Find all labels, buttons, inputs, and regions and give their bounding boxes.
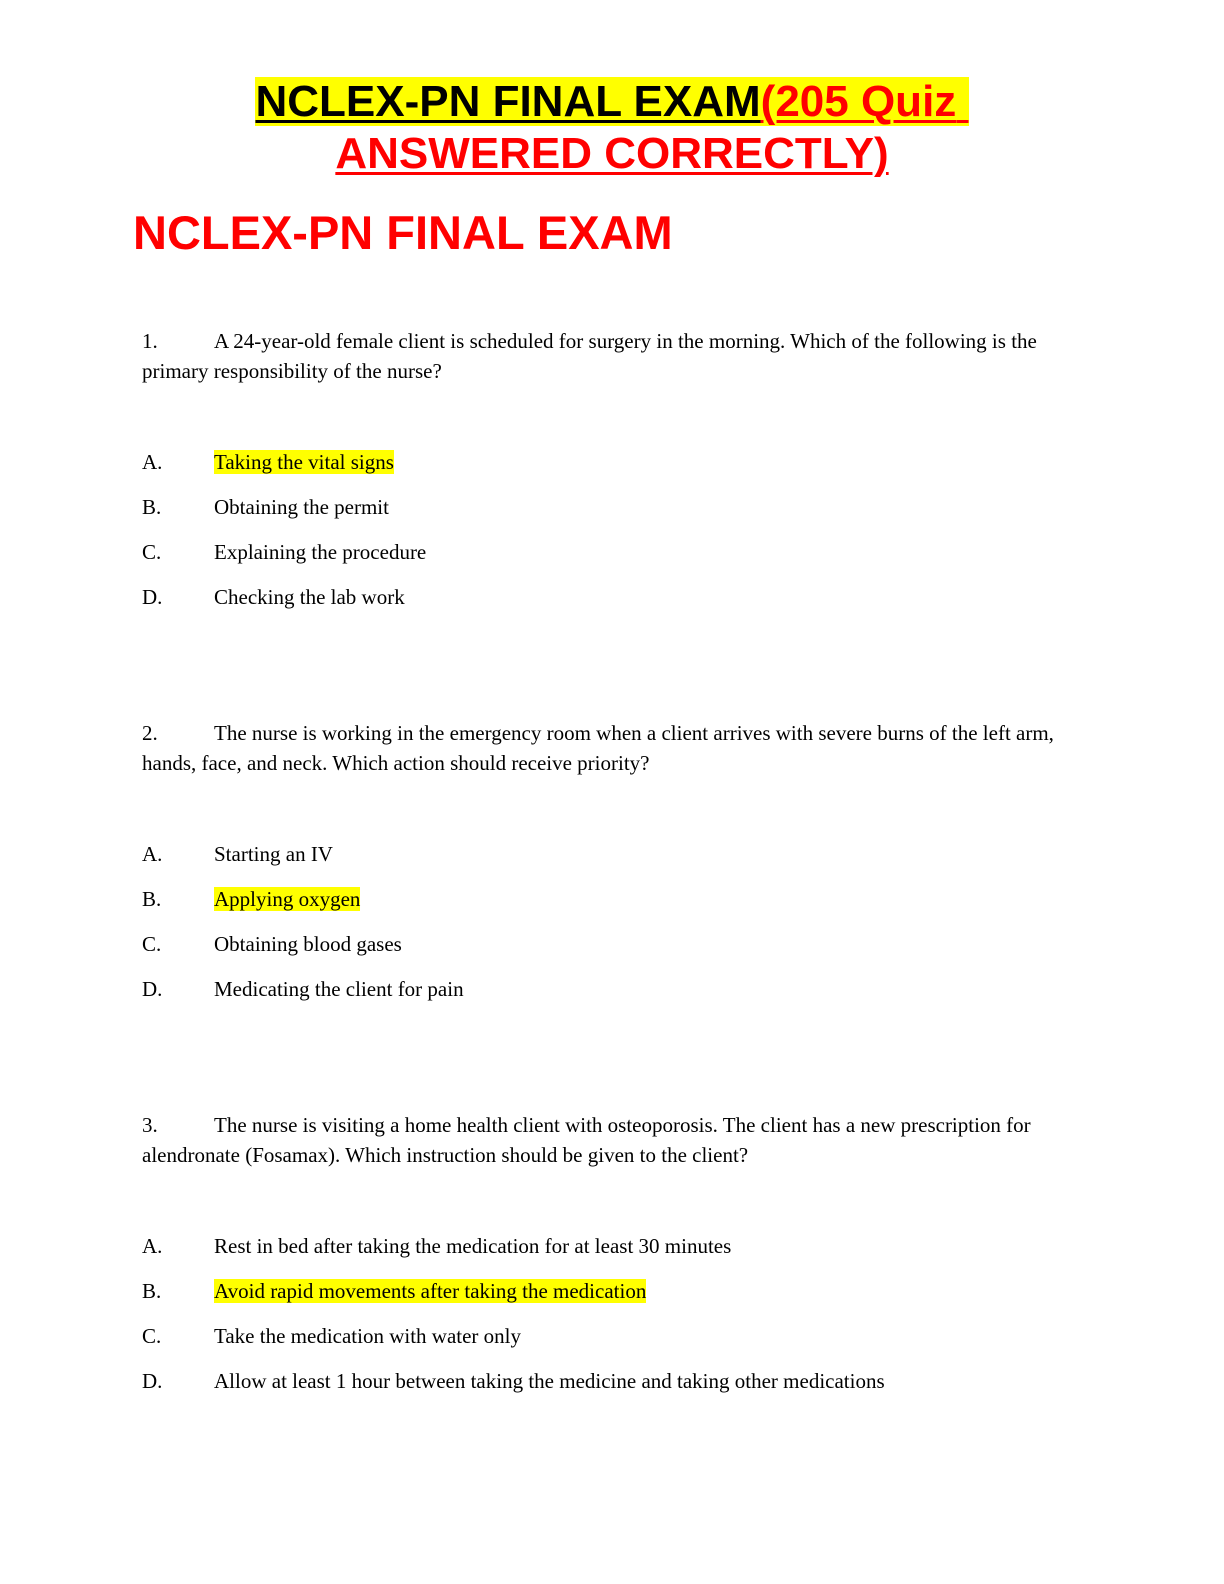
- option-text: Allow at least 1 hour between taking the medicine and taking other medications: [214, 1369, 885, 1393]
- option-letter: C.: [142, 932, 162, 956]
- option-letter: C.: [142, 1324, 162, 1348]
- question-1-option-d: [142, 582, 405, 612]
- option-text: Rest in bed after taking the medication for at least 30 minutes: [214, 1234, 732, 1258]
- question-1-option-a: [142, 447, 394, 477]
- question-1: [142, 326, 1062, 386]
- question-3-option-d: [142, 1366, 885, 1396]
- option-text: Take the medication with water only: [214, 1324, 522, 1348]
- question-number: 2.: [142, 721, 158, 745]
- question-3-option-a: [142, 1231, 731, 1261]
- option-letter: D.: [142, 977, 163, 1001]
- option-letter: A.: [142, 1234, 163, 1258]
- option-letter: B.: [142, 887, 162, 911]
- question-number: 3.: [142, 1113, 158, 1137]
- option-text-correct: Taking the vital signs: [214, 450, 394, 474]
- option-letter: A.: [142, 842, 163, 866]
- option-letter: D.: [142, 1369, 163, 1393]
- question-text: A 24-year-old female client is scheduled for surgery in the morning. Which of the following is the primary responsibility of the nurse?: [142, 329, 1037, 383]
- title-line-2: [0, 128, 1224, 180]
- option-text-correct: Applying oxygen: [214, 887, 361, 911]
- question-3-option-c: [142, 1321, 521, 1351]
- option-letter: D.: [142, 585, 163, 609]
- option-text: Checking the lab work: [214, 585, 405, 609]
- question-1-option-b: [142, 492, 389, 522]
- option-text: Explaining the procedure: [214, 540, 427, 564]
- option-letter: B.: [142, 1279, 162, 1303]
- question-2-option-c: [142, 929, 402, 959]
- option-text: Obtaining blood gases: [214, 932, 402, 956]
- option-letter: C.: [142, 540, 162, 564]
- option-text: Starting an IV: [214, 842, 333, 866]
- option-text: Medicating the client for pain: [214, 977, 464, 1001]
- option-text-correct: Avoid rapid movements after taking the medication: [214, 1279, 647, 1303]
- option-text: Obtaining the permit: [214, 495, 389, 519]
- section-heading: NCLEX-PN FINAL EXAM: [133, 206, 673, 259]
- question-1-option-c: [142, 537, 426, 567]
- option-letter: B.: [142, 495, 162, 519]
- title-main: NCLEX-PN FINAL EXAM: [255, 77, 761, 126]
- question-number: 1.: [142, 329, 158, 353]
- option-letter: A.: [142, 450, 163, 474]
- question-text: The nurse is working in the emergency room when a client arrives with severe burns of the left arm, hands, face, and neck. Which action should receive priority?: [142, 721, 1054, 775]
- title-suffix-line2: ANSWERED CORRECTLY): [335, 129, 889, 178]
- question-2-option-d: [142, 974, 464, 1004]
- title-suffix-line1: (205 Quiz: [760, 77, 957, 126]
- title-line-1: [0, 76, 1224, 128]
- question-3-option-b: [142, 1276, 646, 1306]
- question-2: [142, 718, 1062, 778]
- question-text: The nurse is visiting a home health client with osteoporosis. The client has a new prescription for alendronate (Fosamax). Which instruction should be given to the client?: [142, 1113, 1031, 1167]
- question-3: [142, 1110, 1062, 1170]
- question-2-option-b: [142, 884, 360, 914]
- document-title: [0, 76, 1224, 180]
- question-2-option-a: [142, 839, 333, 869]
